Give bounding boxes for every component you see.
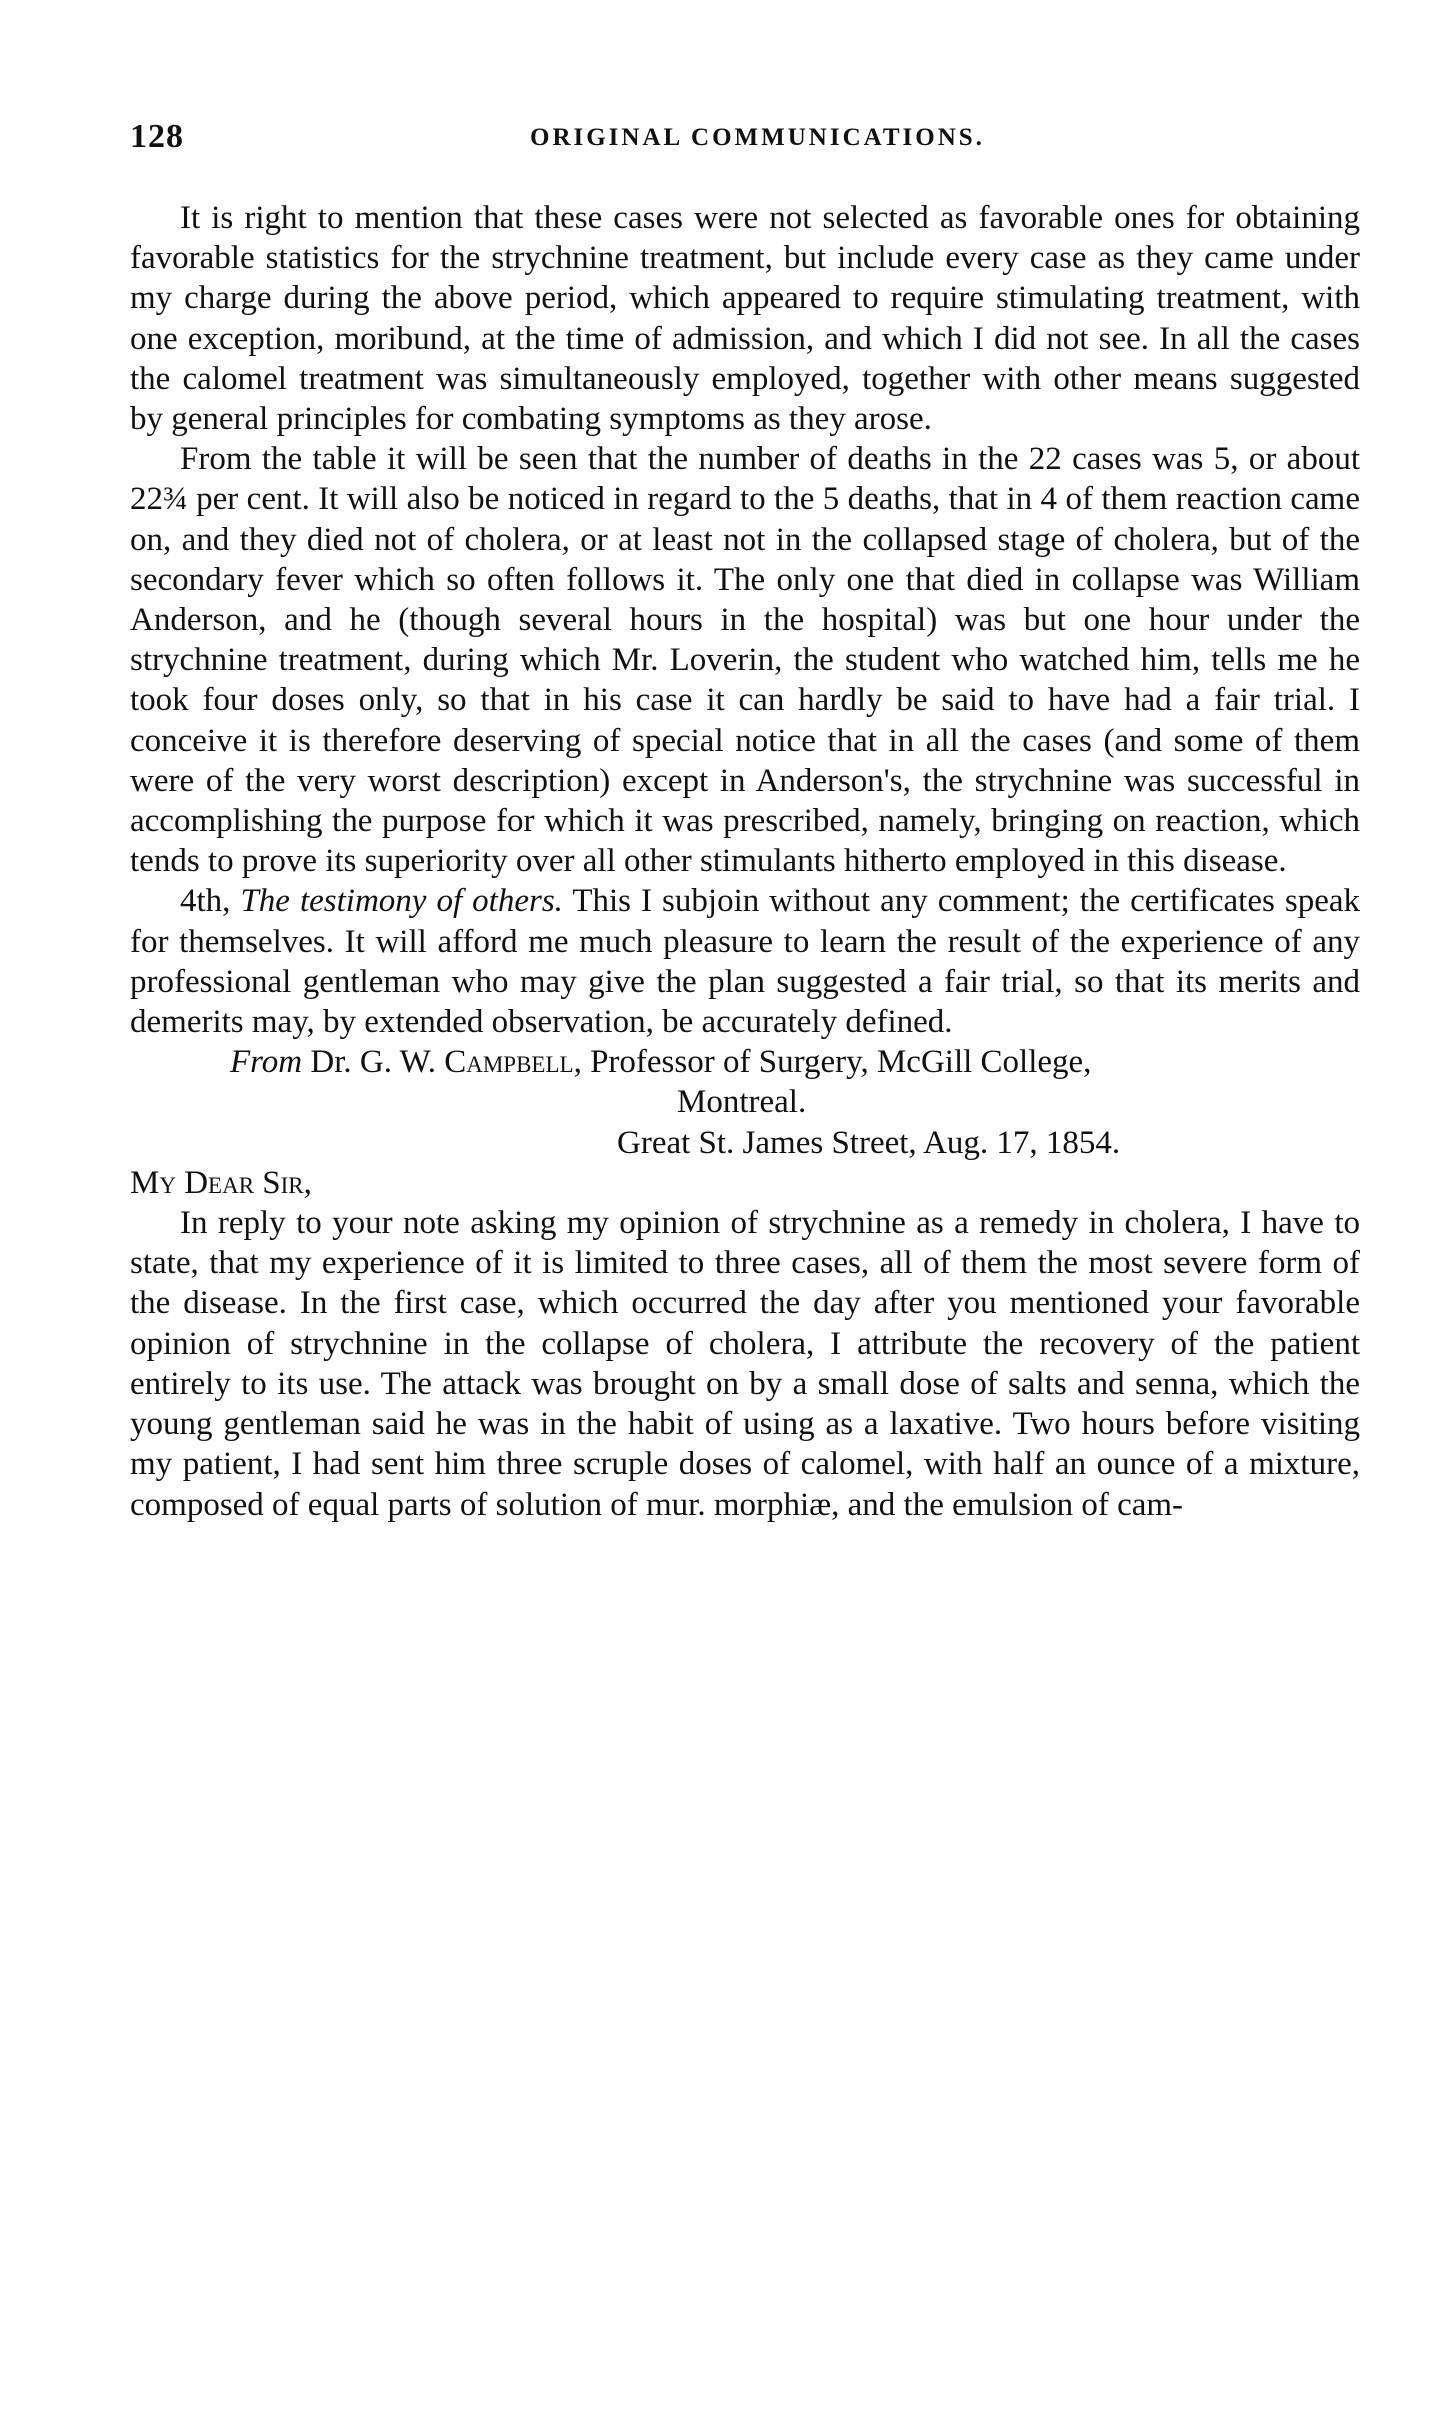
page-header xyxy=(130,118,1360,158)
letter-date-line: Great St. James Street, Aug. 17, 1854. xyxy=(617,1124,1121,1161)
paragraph-selection-note: It is right to mention that these cases were not selected as favorable ones for obtaining favorable statistics for the strychnine treatment, but include every case as they came under my charge during the above period, which appeared to require stimulating treatment, with one exception, moribund, at the time of admission, and which I did not see. In all the cases the calomel treatment was simultaneously employed, together with other means suggested by general principles for combating symptoms as they arose. xyxy=(130,200,1360,438)
from-surname: Campbell xyxy=(444,1044,574,1081)
letter-body: In reply to your note asking my opinion of strychnine as a remedy in cholera, I have to state, that my experience of it is limited to three cases, all of them the most severe form of the disease. In the first case, which occurred the day after you mentioned your favorable opinion of strychnine in the collapse of cholera, I attribute the recovery of the patient entirely to its use. The attack was brought on by a small dose of salts and senna, which the young gentleman said he was in the habit of using as a laxative. Two hours before visiting my patient, I had sent him three scruple doses of calomel, with half an ounce of a mixture, composed of equal parts of solution of mur. morphiæ, and the emulsion of cam- xyxy=(130,1205,1360,1523)
running-head: ORIGINAL COMMUNICATIONS. xyxy=(530,124,985,151)
from-name-prefix: Dr. G. W. xyxy=(302,1044,445,1081)
page-number: 128 xyxy=(130,118,184,155)
from-title: , Professor of Surgery, McGill College, xyxy=(573,1044,1092,1081)
letter-salutation: My Dear Sir, xyxy=(130,1164,312,1201)
letter-from-line xyxy=(130,1042,1360,1082)
paragraph-table-results: From the table it will be seen that the number of deaths in the 22 cases was 5, or about 22¾ per cent. It will also be noticed in regard to the 5 deaths, that in 4 of them reaction came on, and they died not of cholera, or at least not in the collapsed stage of cholera, but of the secondary fever which so often follows it. The only one that died in collapse was William Anderson, and he (though several hours in the hospital) was but one hour under the strychnine treatment, during which Mr. Loverin, the student who watched him, tells me he took four doses only, so that in his case it can hardly be said to have had a fair trial. I conceive it is therefore deserving of special notice that in all the cases (and some of them were of the very worst description) except in Anderson's, the strychnine was successful in accomplishing the purpose for which it was prescribed, namely, bringing on reaction, which tends to prove its superiority over all other stimulants hitherto employed in this disease. xyxy=(130,441,1360,880)
body-text xyxy=(130,198,1360,1525)
from-label: From xyxy=(230,1044,303,1081)
testimony-text: This I subjoin without any comment; the certificates speak for themselves. It will afford me much pleasure to learn the result of the experience of any professional gentleman who may give the plan suggested a fair trial, so that its merits and demerits may, by extended observation, be accurately defined. xyxy=(130,883,1361,1041)
testimony-lead: 4th, xyxy=(180,883,241,920)
paragraph-testimony xyxy=(130,881,1360,1042)
letter-institution-city: Montreal. xyxy=(677,1084,807,1121)
testimony-title: The testimony of others. xyxy=(240,883,563,920)
